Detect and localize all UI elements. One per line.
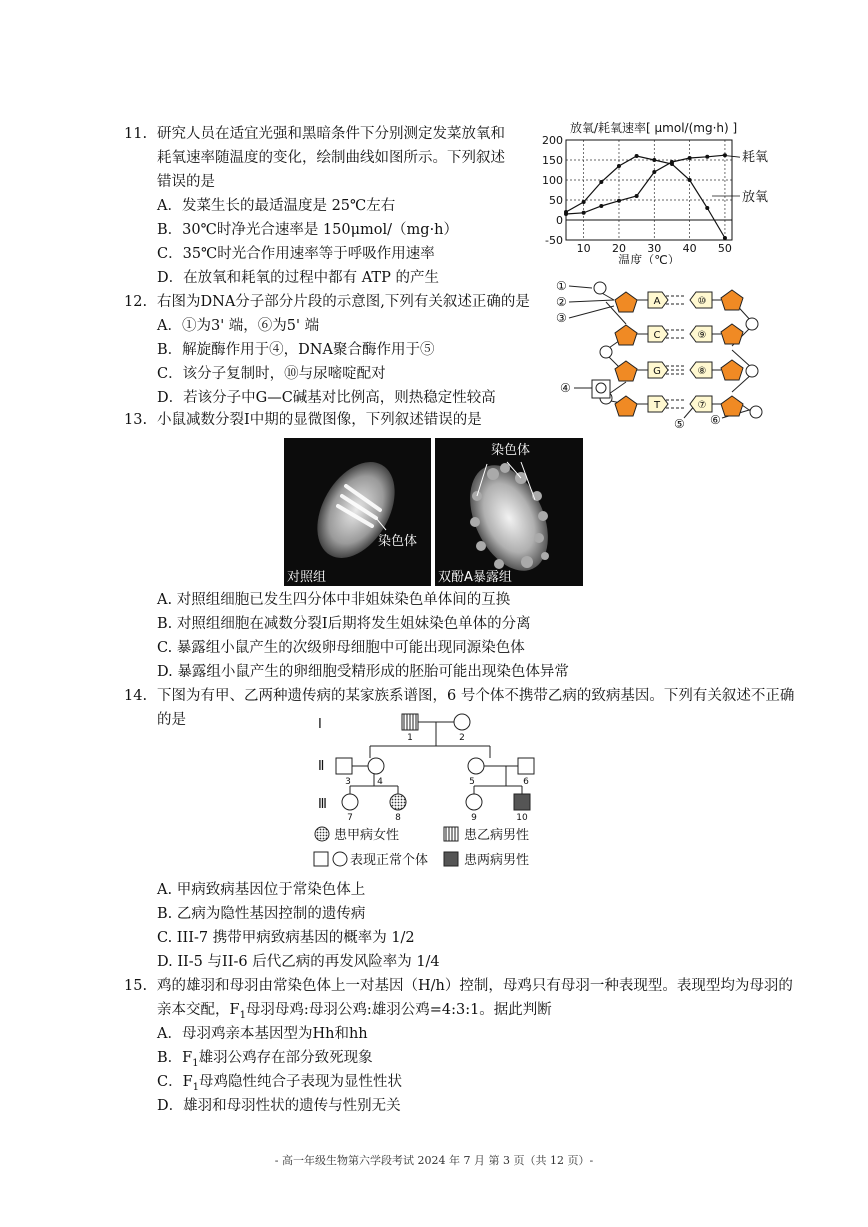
individual-id: 8 <box>395 813 401 823</box>
option-a: A. 甲病致病基因位于常染色体上 <box>157 882 366 898</box>
data-point <box>599 204 603 208</box>
option-d: D. II-5 与II-6 后代乙病的再发风险率为 1/4 <box>157 954 440 970</box>
option-text: C．F <box>157 1074 193 1090</box>
series-line-oxygen-release <box>566 156 725 238</box>
data-point <box>705 206 709 210</box>
data-point <box>582 211 586 215</box>
question-stem: 小鼠减数分裂Ⅰ中期的显微图像，下列叙述错误的是 <box>157 412 482 428</box>
y-tick-label: 200 <box>542 134 563 147</box>
data-point <box>670 162 674 166</box>
option-a: A．①为3' 端，⑥为5' 端 <box>157 318 320 334</box>
series-label: 放氧 <box>742 190 769 205</box>
y-tick-label: 0 <box>556 214 563 227</box>
panel-caption: 双酚A暴露组 <box>438 570 512 585</box>
y-tick-label: 150 <box>542 154 563 167</box>
y-tick-label: -50 <box>545 234 563 247</box>
base-label: C <box>653 330 661 341</box>
x-tick-label: 20 <box>611 242 626 255</box>
data-point <box>582 200 586 204</box>
option-d: D．雄羽和母羽性状的遗传与性别无关 <box>157 1098 401 1114</box>
option-text: 雄羽公鸡存在部分致死现象 <box>198 1050 373 1066</box>
option-d: D．在放氧和耗氧的过程中都有 ATP 的产生 <box>157 270 439 286</box>
base-label: ⑦ <box>697 400 707 411</box>
question-stem-line: 鸡的雄羽和母羽由常染色体上一对基因（H/h）控制，母鸡只有母羽一种表现型。表现型均为母羽的 <box>157 978 793 994</box>
individual-id: 7 <box>347 813 353 823</box>
marker-1: ① <box>556 279 567 293</box>
question-number: 15. <box>124 978 148 994</box>
question-stem-line: 研究人员在适宜光强和黑暗条件下分别测定发菜放氧和 <box>157 126 505 142</box>
panel-caption: 对照组 <box>287 570 327 585</box>
legend-label: 患两病男性 <box>464 853 530 868</box>
individual-id: 9 <box>471 813 477 823</box>
marker-5: ⑤ <box>674 417 685 430</box>
cell-image <box>435 438 583 586</box>
individual-id: 1 <box>407 733 413 743</box>
question-number: 12. <box>124 294 148 310</box>
base-label: ⑧ <box>697 366 707 377</box>
individual-id: 2 <box>459 733 465 743</box>
option-a: A. 对照组细胞已发生四分体中非姐妹染色单体间的互换 <box>157 592 511 608</box>
data-point <box>599 180 603 184</box>
marker-4: ④ <box>560 381 571 395</box>
dna-diagram <box>556 278 776 430</box>
pedigree-svg <box>310 708 550 878</box>
marker-2: ② <box>556 295 567 309</box>
base-label: G <box>653 366 661 377</box>
data-point <box>617 199 621 203</box>
option-c <box>157 1072 402 1098</box>
data-point <box>617 164 621 168</box>
marker-3: ③ <box>556 311 567 325</box>
data-point <box>705 155 709 159</box>
chromosome-label: 染色体 <box>378 534 418 549</box>
generation-label: Ⅲ <box>318 797 327 812</box>
stem-text: 母羽母鸡:母羽公鸡:雄羽公鸡=4:3:1。据此判断 <box>245 1002 552 1018</box>
option-d: D. 暴露组小鼠产生的卵细胞受精形成的胚胎可能出现染色体异常 <box>157 664 569 680</box>
question-number: 13. <box>124 412 148 428</box>
control-group-micrograph <box>284 438 431 586</box>
option-a: A．发菜生长的最适温度是 25℃左右 <box>157 198 396 214</box>
oxygen-rate-chart <box>530 118 810 264</box>
base-label: A <box>653 296 661 307</box>
question-stem-line: 的是 <box>157 712 186 728</box>
subscript: 1 <box>192 1081 200 1093</box>
question-stem-line: 耗氧速率随温度的变化，绘制曲线如图所示。下列叙述 <box>157 150 505 166</box>
individual-id: 6 <box>523 777 529 787</box>
series-label: 耗氧 <box>742 150 769 166</box>
data-point <box>723 236 727 240</box>
legend-label: 患甲病女性 <box>334 828 400 843</box>
question-stem-line <box>157 1000 552 1026</box>
individual-id: 5 <box>469 777 475 787</box>
x-tick-label: 10 <box>576 242 591 255</box>
x-tick-label: 50 <box>717 242 732 255</box>
stem-text: 亲本交配，F <box>157 1002 240 1018</box>
marker-6: ⑥ <box>710 413 721 427</box>
chart-svg <box>530 118 810 264</box>
page-footer: - 高一年级生物第六学段考试 2024 年 7 月 第 3 页（共 12 页）- <box>274 1154 594 1167</box>
data-point <box>652 158 656 162</box>
data-point <box>635 154 639 158</box>
x-tick-label: 30 <box>647 242 662 255</box>
generation-label: Ⅱ <box>318 759 325 774</box>
series-line-oxygen-consumption <box>566 155 725 214</box>
y-tick-label: 50 <box>549 194 563 207</box>
data-point <box>652 170 656 174</box>
question-number: 14. <box>124 688 148 704</box>
data-point <box>635 194 639 198</box>
generation-label: Ⅰ <box>318 717 322 732</box>
legend-label: 患乙病男性 <box>464 828 530 843</box>
option-b <box>157 1048 373 1074</box>
option-b: B. 乙病为隐性基因控制的遗传病 <box>157 906 366 922</box>
option-c: C. III-7 携带甲病致病基因的概率为 1/2 <box>157 930 415 946</box>
chromosome-label: 染色体 <box>491 443 531 458</box>
option-c: C．该分子复制时，⑩与尿嘧啶配对 <box>157 366 386 382</box>
option-text: 母鸡隐性纯合子表现为显性性状 <box>199 1074 403 1090</box>
option-a: A．母羽鸡亲本基因型为Hh和hh <box>157 1026 368 1042</box>
option-text: B．F <box>157 1050 193 1066</box>
question-stem: 右图为DNA分子部分片段的示意图,下列有关叙述正确的是 <box>157 294 530 310</box>
option-c: C．35℃时光合作用速率等于呼吸作用速率 <box>157 246 435 262</box>
base-label: ⑩ <box>697 296 707 307</box>
question-stem-line: 下图为有甲、乙两种遗传病的某家族系谱图，6 号个体不携带乙病的致病基因。下列有关叙述不正确 <box>157 688 795 704</box>
data-point <box>688 156 692 160</box>
bpa-exposed-micrograph <box>435 438 583 586</box>
data-point <box>688 178 692 182</box>
base-label: T <box>653 400 661 411</box>
subscript: 1 <box>192 1057 199 1069</box>
individual-id: 10 <box>516 813 528 823</box>
option-c: C. 暴露组小鼠产生的次级卵母细胞中可能出现同源染色体 <box>157 640 525 656</box>
x-axis-label: 温度（℃） <box>618 253 680 264</box>
option-b: B. 对照组细胞在减数分裂Ⅰ后期将发生姐妹染色单体的分离 <box>157 616 531 632</box>
subscript: 1 <box>239 1009 246 1021</box>
option-d: D．若该分子中G—C碱基对比例高，则热稳定性较高 <box>157 390 496 406</box>
cell-image <box>284 438 431 586</box>
pedigree-chart <box>310 708 550 878</box>
base-label: ⑨ <box>697 330 707 341</box>
data-point <box>564 210 568 214</box>
question-number: 11. <box>124 126 148 142</box>
y-tick-label: 100 <box>542 174 563 187</box>
question-stem-line: 错误的是 <box>157 174 215 190</box>
chart-title: 放氧/耗氧速率[ μmol/(mg·h) ] <box>570 121 738 135</box>
dna-svg <box>556 278 776 430</box>
legend-label: 表现正常个体 <box>350 853 429 868</box>
individual-id: 4 <box>377 777 383 787</box>
option-b: B．30℃时净光合速率是 150μmol/（mg·h） <box>157 222 459 238</box>
x-tick-label: 40 <box>682 242 697 255</box>
option-b: B．解旋酶作用于④，DNA聚合酶作用于⑤ <box>157 342 435 358</box>
individual-id: 3 <box>345 777 351 787</box>
